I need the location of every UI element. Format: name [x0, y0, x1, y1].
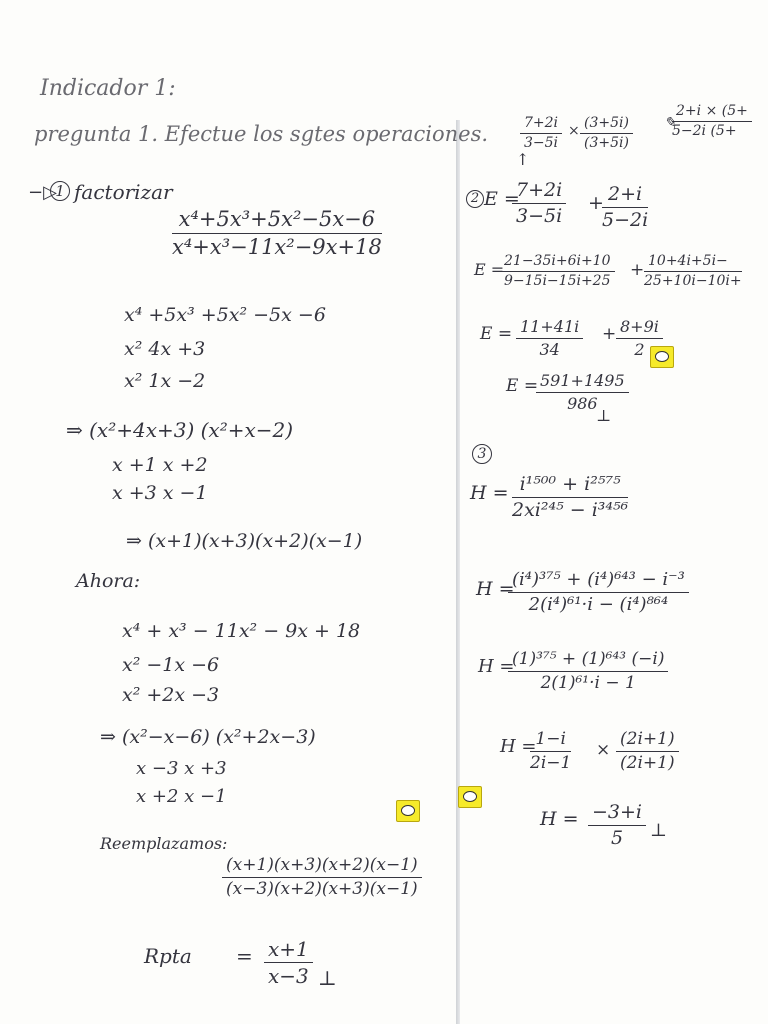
rpta-fraction — [264, 938, 313, 987]
H1-frac: $\frac{\text{i¹⁵⁰⁰ + i²⁵⁷⁵}}{\text{2xi²⁴⁵ − i³⁴⁵⁶}}$ — [512, 473, 629, 521]
E2-frac-b: $\frac{10+4i+5i-}{25+10i-10i+}$ — [644, 253, 742, 290]
rpta-label: Rpta — [144, 944, 192, 968]
E1-plus: + — [588, 192, 604, 214]
ahora-label: Ahora: — [76, 570, 141, 592]
replaced-fraction — [222, 856, 422, 898]
aspa2-row1: x +1 x +2 — [112, 454, 208, 476]
E3-frac-b: $\frac{8+9i}{2}$ — [616, 318, 663, 358]
aspa3-row2: x² −1x −6 — [122, 654, 220, 676]
E1-lhs: E = — [484, 188, 520, 210]
scratch-mult: × — [568, 123, 580, 139]
q1-number: 1 — [50, 181, 70, 201]
replaced-denominator: (x−3)(x+2)(x+3)(x−1) — [226, 878, 418, 899]
H4-frac-b: $\frac{(2i+1)}{(2i+1)}$ — [616, 730, 679, 772]
scratch-frac-b: $\frac{(3+5i)}{(3+5i)}$ — [580, 116, 633, 152]
replaced-numerator: (x+1)(x+3)(x+2)(x−1) — [222, 856, 422, 878]
question-title: pregunta 1. Efectue los sgtes operaciones. — [34, 122, 489, 146]
aspa2-row2: x +3 x −1 — [112, 482, 208, 504]
E2-lhs: E = — [474, 260, 505, 279]
q2-number: 2 — [466, 190, 484, 208]
H4-frac-a: $\frac{1-i}{2i-1}$ — [530, 729, 572, 773]
step2-factors: ⇒ (x+1)(x+3)(x+2)(x−1) — [126, 530, 363, 552]
pencil-mark-icon: ✎ — [664, 115, 676, 131]
q1-main-numerator: x⁴+5x³+5x²−5x−6 — [172, 208, 382, 234]
E2-frac-a: $\frac{21-35i+6i+10}{9-15i-15i+25}$ — [500, 254, 615, 290]
aspa3-row3: x² +2x −3 — [122, 684, 220, 706]
H2-frac: $\frac{\text{(i⁴)³⁷⁵ + (i⁴)⁶⁴³ − i⁻³}}{\text{2(i⁴)⁶¹·i − (i⁴)⁸⁶⁴}}$ — [508, 570, 689, 615]
answer-mark-icon: ⊥ — [596, 406, 612, 425]
step3-factors: ⇒ (x²−x−6) (x²+2x−3) — [100, 726, 316, 748]
page-fold-divider — [456, 120, 460, 1024]
aspa4-row1: x −3 x +3 — [136, 758, 227, 779]
scratch-frac-a: $\frac{7+2i}{3-5i}$ — [520, 116, 562, 152]
rpta-denominator: x−3 — [268, 964, 309, 988]
E3-lhs: E = — [480, 324, 513, 344]
H3-frac: $\frac{\text{(1)³⁷⁵ + (1)⁶⁴³ (−i)}}{\text{2(1)⁶¹·i − 1}}$ — [508, 650, 668, 692]
H5-lhs: H = — [540, 808, 579, 830]
E1-frac-b: $\frac{2+i}{5-2i}$ — [602, 183, 649, 231]
comment-note-icon[interactable] — [458, 786, 482, 808]
factorizar-heading: factorizar — [74, 180, 173, 204]
q1-arrow-icon: −▷ — [28, 182, 57, 203]
rpta-equals: = — [236, 944, 253, 968]
scratch-frac-c: $\frac{2+i \times (5+}{5-2i (5+}$ — [672, 104, 752, 140]
E3-plus: + — [602, 324, 617, 344]
E3-frac-a: $\frac{11+41i}{34}$ — [516, 318, 583, 358]
aspa1-row1: x⁴ +5x³ +5x² −5x −6 — [124, 304, 326, 326]
q1-main-denominator: x⁴+x³−11x²−9x+18 — [172, 235, 382, 260]
aspa1-row2: x² 4x +3 — [124, 338, 206, 360]
H5-frac: $\frac{-3+i}{5}$ — [588, 802, 646, 849]
comment-note-icon[interactable] — [396, 800, 420, 822]
rpta-numerator: x+1 — [264, 938, 313, 963]
answer-mark-icon: ⊥ — [650, 820, 667, 841]
q3-number: 3 — [472, 444, 492, 464]
q1-main-fraction — [172, 208, 382, 259]
H1-lhs: H = — [470, 482, 509, 504]
arrow-up-icon: ↑ — [516, 150, 530, 169]
E4-frac: $\frac{591+1495}{986}$ — [536, 372, 629, 412]
comment-note-icon[interactable] — [650, 346, 674, 368]
step1-factors: ⇒ (x²+4x+3) (x²+x−2) — [66, 418, 294, 442]
H4-lhs: H = — [500, 736, 537, 757]
indicator-title: Indicador 1: — [40, 76, 176, 101]
H2-lhs: H = — [476, 578, 515, 600]
H4-mult: × — [596, 740, 611, 760]
aspa3-row1: x⁴ + x³ − 11x² − 9x + 18 — [122, 620, 361, 642]
answer-mark-icon: ⊥ — [318, 966, 337, 990]
reemplazamos-label: Reemplazamos: — [100, 834, 228, 853]
E2-plus: + — [630, 260, 645, 280]
E4-lhs: E = — [506, 376, 539, 396]
aspa1-row3: x² 1x −2 — [124, 370, 206, 392]
E1-frac-a: $\frac{7+2i}{3-5i}$ — [512, 180, 566, 227]
H3-lhs: H = — [478, 656, 515, 677]
aspa4-row2: x +2 x −1 — [136, 786, 227, 807]
